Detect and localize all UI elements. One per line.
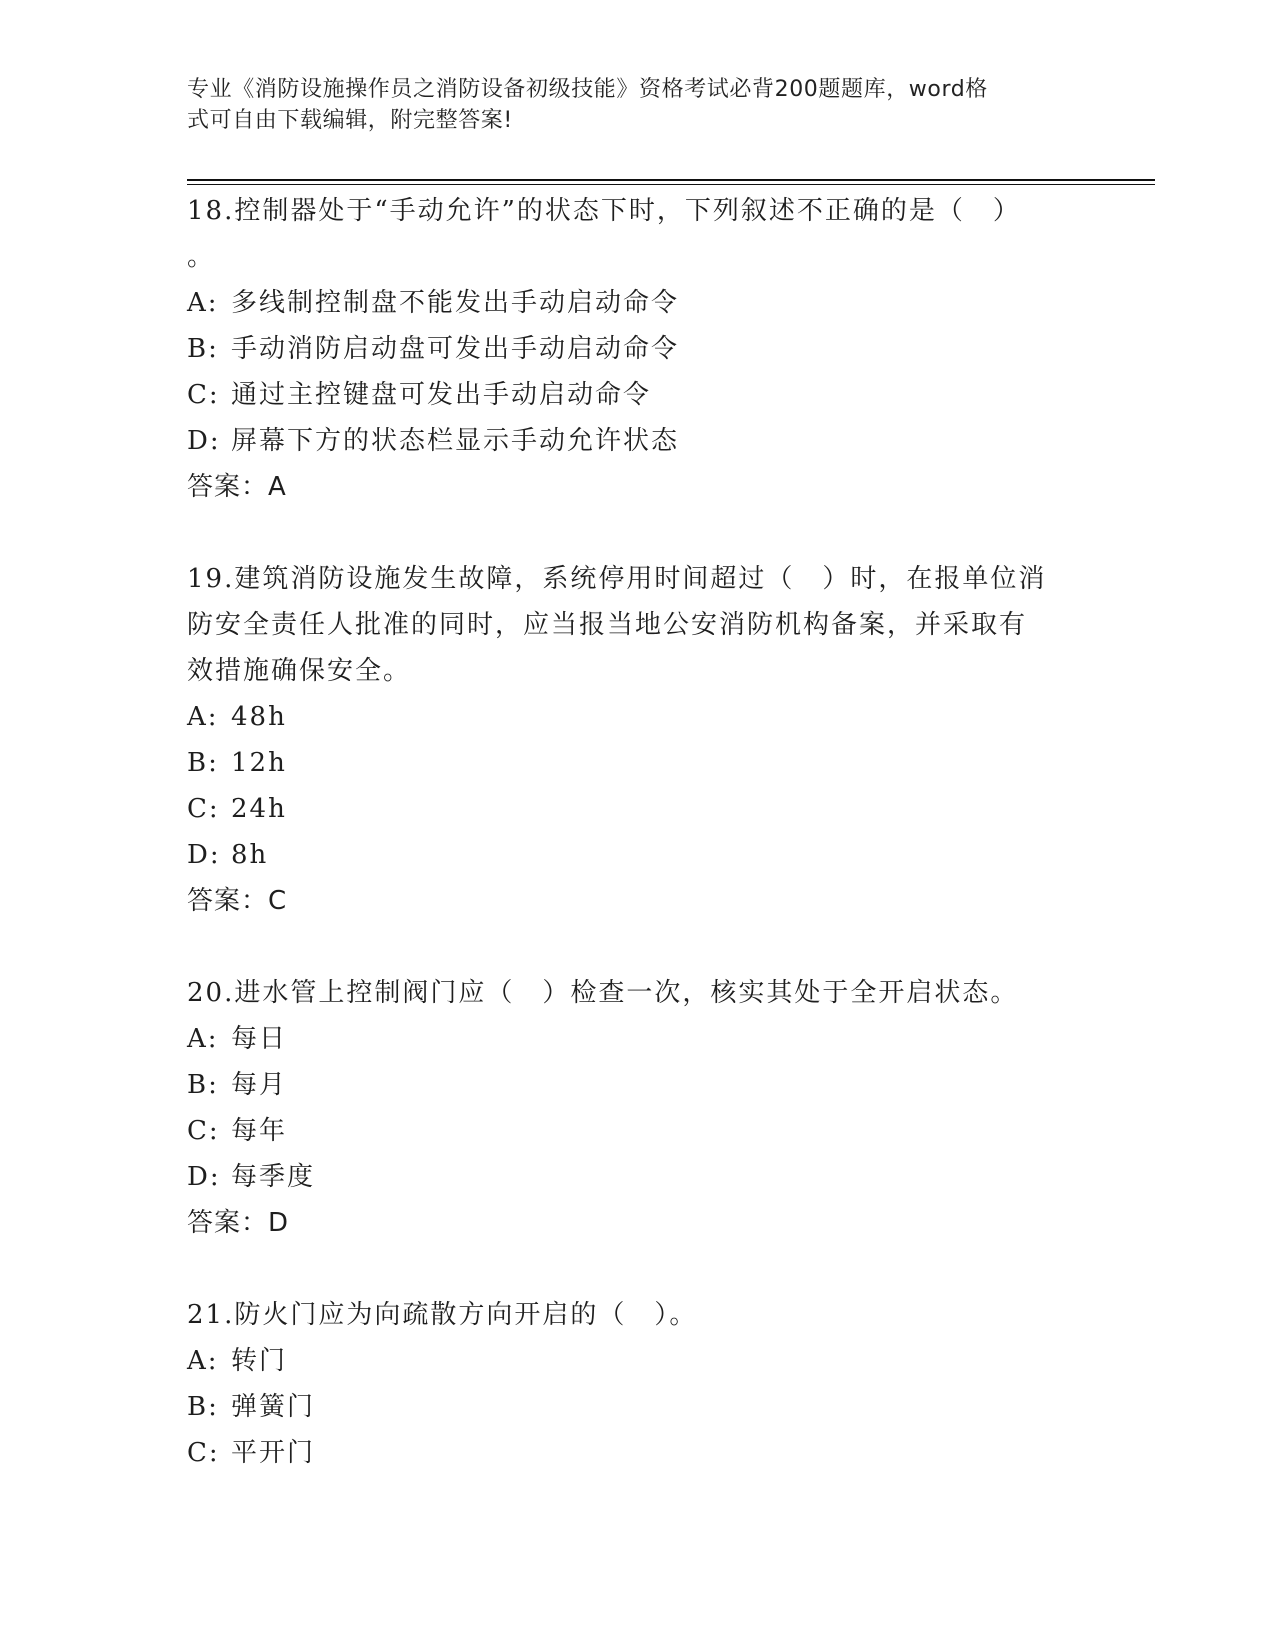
option-text: 24h [231, 794, 287, 824]
option-letter: C: [187, 380, 220, 410]
option-text: 每季度 [231, 1162, 316, 1192]
option-a [187, 1016, 1087, 1062]
question-list [187, 188, 1087, 1476]
header-line-1: 专业《消防设施操作员之消防设备初级技能》资格考试必背200题题库，word格 [187, 77, 988, 102]
option-letter: D: [187, 426, 221, 456]
option-letter: C: [187, 1116, 220, 1146]
option-text: 弹簧门 [231, 1392, 316, 1422]
option-text: 多线制控制盘不能发出手动启动命令 [231, 288, 680, 318]
option-letter: A: [187, 1024, 219, 1054]
option-c [187, 786, 1087, 832]
option-text: 通过主控键盘可发出手动启动命令 [231, 380, 652, 410]
option-letter: D: [187, 1162, 221, 1192]
question-stem-line: 18.控制器处于“手动允许”的状态下时，下列叙述不正确的是（ ） [187, 196, 1021, 226]
option-letter: B: [187, 1070, 219, 1100]
option-text: 平开门 [231, 1438, 316, 1468]
option-a [187, 280, 1087, 326]
option-text: 每日 [231, 1024, 288, 1054]
option-letter: B: [187, 1392, 219, 1422]
option-a [187, 1338, 1087, 1384]
option-letter: A: [187, 288, 219, 318]
option-b [187, 740, 1087, 786]
document-header [187, 74, 1067, 136]
option-letter: B: [187, 748, 219, 778]
option-b [187, 1384, 1087, 1430]
option-d [187, 832, 1087, 878]
option-c [187, 372, 1087, 418]
option-d [187, 418, 1087, 464]
option-letter: C: [187, 1438, 220, 1468]
question-18 [187, 188, 1087, 510]
question-stem-line: 20.进水管上控制阀门应（ ）检查一次，核实其处于全开启状态。 [187, 978, 1019, 1008]
question-stem-line: 防安全责任人批准的同时，应当报当地公安消防机构备案，并采取有 [187, 610, 1028, 640]
question-21 [187, 1292, 1087, 1476]
question-stem-line: 21.防火门应为向疏散方向开启的（ ）。 [187, 1300, 698, 1330]
question-stem-line: 19.建筑消防设施发生故障，系统停用时间超过（ ）时，在报单位消 [187, 564, 1047, 594]
option-letter: B: [187, 334, 219, 364]
option-letter: C: [187, 794, 220, 824]
header-divider-thick [187, 179, 1155, 181]
option-d [187, 1154, 1087, 1200]
option-letter: A: [187, 1346, 219, 1376]
option-text: 转门 [231, 1346, 288, 1376]
question-stem-line: 效措施确保安全。 [187, 656, 412, 686]
option-c [187, 1430, 1087, 1476]
question-stem-line: 。 [187, 242, 216, 272]
question-20 [187, 970, 1087, 1246]
question-19 [187, 556, 1087, 924]
option-text: 每月 [231, 1070, 288, 1100]
option-c [187, 1108, 1087, 1154]
option-text: 12h [231, 748, 287, 778]
option-text: 每年 [231, 1116, 288, 1146]
option-text: 8h [231, 840, 269, 870]
option-b [187, 1062, 1087, 1108]
header-divider-thin [187, 184, 1155, 185]
answer-line: 答案：D [187, 1208, 290, 1238]
option-b [187, 326, 1087, 372]
option-letter: D: [187, 840, 221, 870]
option-letter: A: [187, 702, 219, 732]
option-a [187, 694, 1087, 740]
answer-line: 答案：C [187, 886, 288, 916]
option-text: 48h [231, 702, 287, 732]
answer-line: 答案：A [187, 472, 287, 502]
option-text: 手动消防启动盘可发出手动启动命令 [231, 334, 680, 364]
option-text: 屏幕下方的状态栏显示手动允许状态 [231, 426, 680, 456]
header-line-2: 式可自由下载编辑，附完整答案! [187, 108, 513, 133]
